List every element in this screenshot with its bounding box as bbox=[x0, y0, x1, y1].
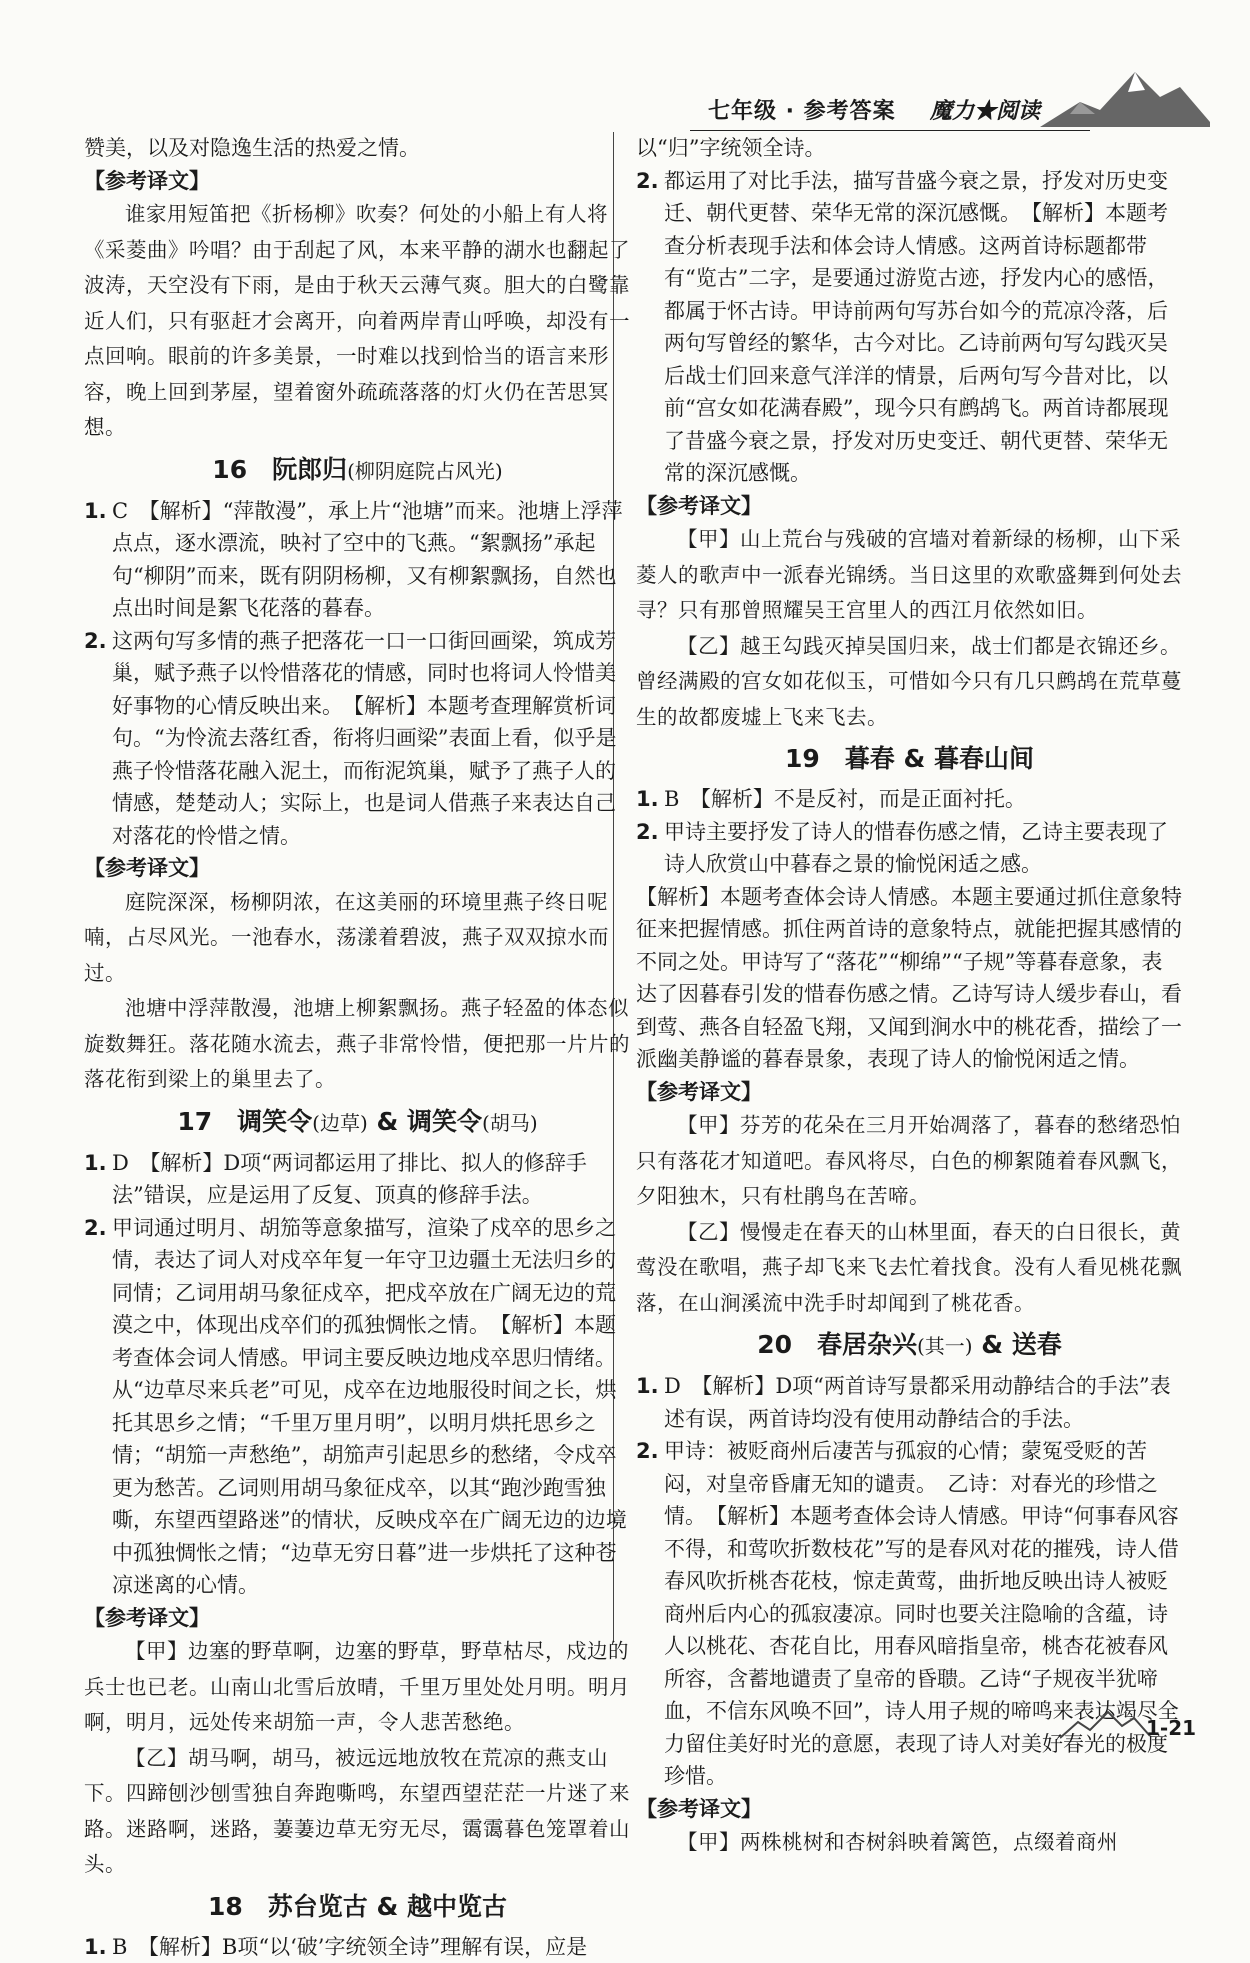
translation-label: 【参考译文】 bbox=[84, 165, 631, 198]
section-19-title: 19 暮春 & 暮春山间 bbox=[636, 739, 1183, 779]
intro-line: 赞美，以及对隐逸生活的热爱之情。 bbox=[84, 132, 631, 165]
s18-continuation: 以“归”字统领全诗。 bbox=[636, 132, 1183, 165]
section-20-title: 20 春居杂兴(其一) & 送春 bbox=[636, 1325, 1183, 1366]
s20-translation-1: 【甲】两株桃树和杏树斜映着篱笆，点缀着商州 bbox=[636, 1825, 1183, 1861]
translation-text: 谁家用短笛把《折杨柳》吹奏？何处的小船上有人将《采菱曲》吟唱？由于刮起了风，本来平静的湖水也翻起了波涛，天空没有下雨，是由于秋天云薄气爽。胆大的白鹭靠近人们，只有驱赶才会离开，向着两岸青山呼唤，却没有一点回响。眼前的许多美景，一时难以找到恰当的语言来形容，晚上回到茅屋，望着窗外疏疏落落的灯火仍在苦思冥想。 bbox=[84, 197, 631, 446]
footer-mountain-icon bbox=[1060, 1708, 1150, 1740]
s18-translation-1: 【甲】山上荒台与残破的宫墙对着新绿的杨柳，山下采菱人的歌声中一派春光锦绣。当日这里的欢歌盛舞到何处去寻？只有那曾照耀吴王宫里人的西江月依然如旧。 bbox=[636, 522, 1183, 629]
page-header bbox=[690, 92, 1210, 132]
left-column bbox=[84, 132, 631, 1963]
s17-translation-1: 【甲】边塞的野草啊，边塞的野草，野草枯尽，戍边的兵士也已老。山南山北雪后放晴，千里万里处处月明。明月啊，明月，远处传来胡笳一声，令人悲苦愁绝。 bbox=[84, 1634, 631, 1741]
s16-translation-label: 【参考译文】 bbox=[84, 852, 631, 885]
s20-answer-2: 2. 甲诗：被贬商州后凄苦与孤寂的心情；蒙冤受贬的苦闷，对皇帝昏庸无知的谴责。 乙诗：对春光的珍惜之情。 【解析】本题考查体会诗人情感。甲诗“何事春风容不得，和莺吹折数枝花”写的是春风对花的摧残，诗人借春风吹折桃杏花枝，惊走黄莺，曲折地反映出诗人被贬商州后内心的孤寂凄凉。同时也要关注隐喻的含蕴，诗人以桃花、杏花自比，用春风暗指皇帝，桃杏花被春风所容，含蓄地谴责了皇帝的昏聩。乙诗“子规夜半犹啼血，不信东风唤不回”，诗人用子规的啼鸣来表达竭尽全力留住美好时光的意愿，表现了诗人对美好春光的极度珍惜。 bbox=[636, 1435, 1183, 1793]
header-rule bbox=[690, 130, 1090, 131]
s19-translation-2: 【乙】慢慢走在春天的山林里面，春天的白日很长，黄莺没在歌唱，燕子却飞来飞去忙着找食。没有人看见桃花飘落，在山涧溪流中洗手时却闻到了桃花香。 bbox=[636, 1215, 1183, 1322]
s18-translation-label: 【参考译文】 bbox=[636, 490, 1183, 523]
s16-translation-1: 庭院深深，杨柳阴浓，在这美丽的环境里燕子终日呢喃，占尽风光。一池春水，荡漾着碧波，燕子双双掠水而过。 bbox=[84, 885, 631, 992]
section-16-title: 16 阮郎归(柳阴庭院占风光) bbox=[84, 450, 631, 491]
section-17-title: 17 调笑令(边草) & 调笑令(胡马) bbox=[84, 1102, 631, 1143]
right-column bbox=[636, 132, 1183, 1861]
mountain-logo-icon bbox=[1040, 62, 1210, 132]
s17-translation-2: 【乙】胡马啊，胡马，被远远地放牧在荒凉的燕支山下。四蹄刨沙刨雪独自奔跑嘶鸣，东望西望茫茫一片迷了来路。迷路啊，迷路，萋萋边草无穷无尽，霭霭暮色笼罩着山头。 bbox=[84, 1741, 631, 1883]
s19-answer-1: 1. B 【解析】不是反衬，而是正面衬托。 bbox=[636, 783, 1183, 816]
s19-answer-2: 2. 甲诗主要抒发了诗人的惜春伤感之情，乙诗主要表现了诗人欣赏山中暮春之景的愉悦闲适之感。 bbox=[636, 816, 1183, 881]
s18-answer-2: 2. 都运用了对比手法，描写昔盛今衰之景，抒发对历史变迁、朝代更替、荣华无常的深沉感慨。 【解析】本题考查分析表现手法和体会诗人情感。这两首诗标题都带有“览古”二字，是要通过游览古迹，抒发内心的感悟，都属于怀古诗。甲诗前两句写苏台如今的荒凉冷落，后两句写曾经的繁华，古今对比。乙诗前两句写勾践灭吴后战士们回来意气洋洋的情景，后两句写今昔对比，以前“宫女如花满春殿”，现今只有鹧鸪飞。两首诗都展现了昔盛今衰之景，抒发对历史变迁、朝代更替、荣华无常的深沉感慨。 bbox=[636, 165, 1183, 490]
s20-answer-1: 1. D 【解析】D项“两首诗写景都采用动静结合的手法”表述有误，两首诗均没有使用动静结合的手法。 bbox=[636, 1370, 1183, 1435]
s17-answer-1: 1. D 【解析】D项“两词都运用了排比、拟人的修辞手法”错误，应是运用了反复、顶真的修辞手法。 bbox=[84, 1147, 631, 1212]
section-18-title: 18 苏台览古 & 越中览古 bbox=[84, 1887, 631, 1927]
header-title: 七年级 · 参考答案 bbox=[708, 94, 896, 125]
s18-translation-2: 【乙】越王勾践灭掉吴国归来，战士们都是衣锦还乡。曾经满殿的宫女如花似玉，可惜如今只有几只鹧鸪在荒草蔓生的故都废墟上飞来飞去。 bbox=[636, 629, 1183, 736]
s16-translation-2: 池塘中浮萍散漫，池塘上柳絮飘扬。燕子轻盈的体态似旋数舞狂。落花随水流去，燕子非常怜惜，便把那一片片的落花衔到梁上的巢里去了。 bbox=[84, 991, 631, 1098]
s20-translation-label: 【参考译文】 bbox=[636, 1793, 1183, 1826]
s19-translation-1: 【甲】芬芳的花朵在三月开始凋落了，暮春的愁绪恐怕只有落花才知道吧。春风将尽，白色的柳絮随着春风飘飞，夕阳独木，只有杜鹃鸟在苦啼。 bbox=[636, 1108, 1183, 1215]
s19-translation-label: 【参考译文】 bbox=[636, 1076, 1183, 1109]
s18-answer-1: 1. B 【解析】B项“以‘破’字统领全诗”理解有误，应是 bbox=[84, 1931, 631, 1963]
header-brand: 魔力★阅读 bbox=[930, 94, 1040, 125]
s19-analysis: 【解析】本题考查体会诗人情感。本题主要通过抓住意象特征来把握情感。抓住两首诗的意象特点，就能把握其感情的不同之处。甲诗写了“落花”“柳绵”“子规”等暮春意象，表达了因暮春引发的惜春伤感之情。乙诗写诗人缓步春山，看到莺、燕各自轻盈飞翔，又闻到涧水中的桃花香，描绘了一派幽美静谧的暮春景象，表现了诗人的愉悦闲适之情。 bbox=[636, 881, 1183, 1076]
page-number: 1-21 bbox=[1146, 1716, 1196, 1740]
s16-answer-2: 2. 这两句写多情的燕子把落花一口一口街回画梁，筑成芳巢，赋予燕子以怜惜落花的情感，同时也将词人怜惜美好事物的心情反映出来。 【解析】本题考查理解赏析词句。“为怜流去落红香，衔将归画梁”表面上看，似乎是燕子怜惜落花融入泥土，而衔泥筑巢，赋予了燕子人的情感，楚楚动人；实际上，也是词人借燕子来表达自己对落花的怜惜之情。 bbox=[84, 625, 631, 853]
s17-translation-label: 【参考译文】 bbox=[84, 1602, 631, 1635]
s17-answer-2: 2. 甲词通过明月、胡笳等意象描写，渲染了戍卒的思乡之情，表达了词人对戍卒年复一年守卫边疆土无法归乡的同情；乙词用胡马象征戍卒，把戍卒放在广阔无边的荒漠之中，体现出戍卒们的孤独惆怅之情。 【解析】本题考查体会词人情感。甲词主要反映边地戍卒思归情绪。从“边草尽来兵老”可见，戍卒在边地服役时间之长，烘托其思乡之情；“千里万里月明”，以明月烘托思乡之情；“胡笳一声愁绝”，胡笳声引起思乡的愁绪，令戍卒更为愁苦。乙词则用胡马象征戍卒，以其“跑沙跑雪独嘶，东望西望路迷”的情状，反映戍卒在广阔无边的边境中孤独惆怅之情；“边草无穷日暮”进一步烘托了这种苍凉迷离的心情。 bbox=[84, 1212, 631, 1602]
s16-answer-1: 1. C 【解析】“萍散漫”，承上片“池塘”而来。池塘上浮萍点点，逐水漂流，映衬了空中的飞燕。“絮飘扬”承起句“柳阴”而来，既有阴阴杨柳，又有柳絮飘扬，自然也点出时间是絮飞花落的暮春。 bbox=[84, 495, 631, 625]
